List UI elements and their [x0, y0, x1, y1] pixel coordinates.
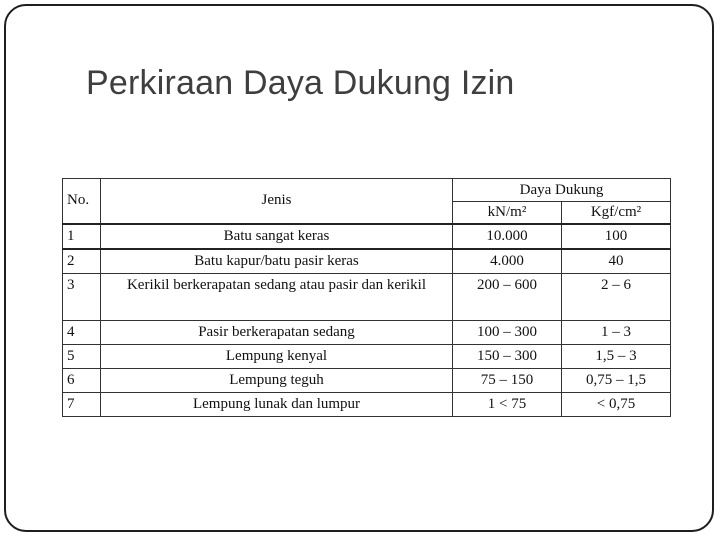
header-unit-kn: kN/m²: [453, 202, 562, 224]
row-kgf-value: 1,5 – 3: [562, 344, 671, 368]
row-kn-value: 75 – 150: [453, 368, 562, 392]
row-jenis: Lempung teguh: [101, 368, 453, 392]
header-jenis: Jenis: [101, 179, 453, 224]
row-kgf-value: 2 – 6: [562, 273, 671, 320]
row-no: 3: [63, 273, 101, 320]
table-row: [63, 320, 671, 344]
row-jenis: Pasir berkerapatan sedang: [101, 320, 453, 344]
header-unit-kgf: Kgf/cm²: [562, 202, 671, 224]
table-row: [63, 368, 671, 392]
row-kn-value: 10.000: [453, 224, 562, 249]
row-no: 6: [63, 368, 101, 392]
table-row: [63, 249, 671, 274]
row-no: 5: [63, 344, 101, 368]
row-jenis: Batu kapur/batu pasir keras: [101, 249, 453, 274]
row-kn-value: 200 – 600: [453, 273, 562, 320]
row-jenis: Kerikil berkerapatan sedang atau pasir dan kerikil: [101, 273, 453, 320]
bearing-capacity-table: [62, 178, 671, 417]
header-daya-dukung: Daya Dukung: [453, 179, 671, 202]
row-jenis: Lempung lunak dan lumpur: [101, 392, 453, 416]
row-jenis: Lempung kenyal: [101, 344, 453, 368]
row-kn-value: 1 < 75: [453, 392, 562, 416]
slide-frame: [4, 4, 714, 532]
row-no: 1: [63, 224, 101, 249]
table-row: [63, 224, 671, 249]
row-kn-value: 100 – 300: [453, 320, 562, 344]
table-row: [63, 344, 671, 368]
header-no: No.: [63, 179, 101, 224]
table-row: [63, 273, 671, 320]
row-kgf-value: 1 – 3: [562, 320, 671, 344]
row-kgf-value: 100: [562, 224, 671, 249]
slide-title: Perkiraan Daya Dukung Izin: [86, 64, 515, 102]
row-no: 7: [63, 392, 101, 416]
row-kgf-value: 0,75 – 1,5: [562, 368, 671, 392]
row-kgf-value: < 0,75: [562, 392, 671, 416]
row-kn-value: 4.000: [453, 249, 562, 274]
row-kgf-value: 40: [562, 249, 671, 274]
table-row: [63, 392, 671, 416]
row-kn-value: 150 – 300: [453, 344, 562, 368]
bearing-capacity-table-container: [62, 178, 670, 417]
row-no: 4: [63, 320, 101, 344]
row-no: 2: [63, 249, 101, 274]
row-jenis: Batu sangat keras: [101, 224, 453, 249]
